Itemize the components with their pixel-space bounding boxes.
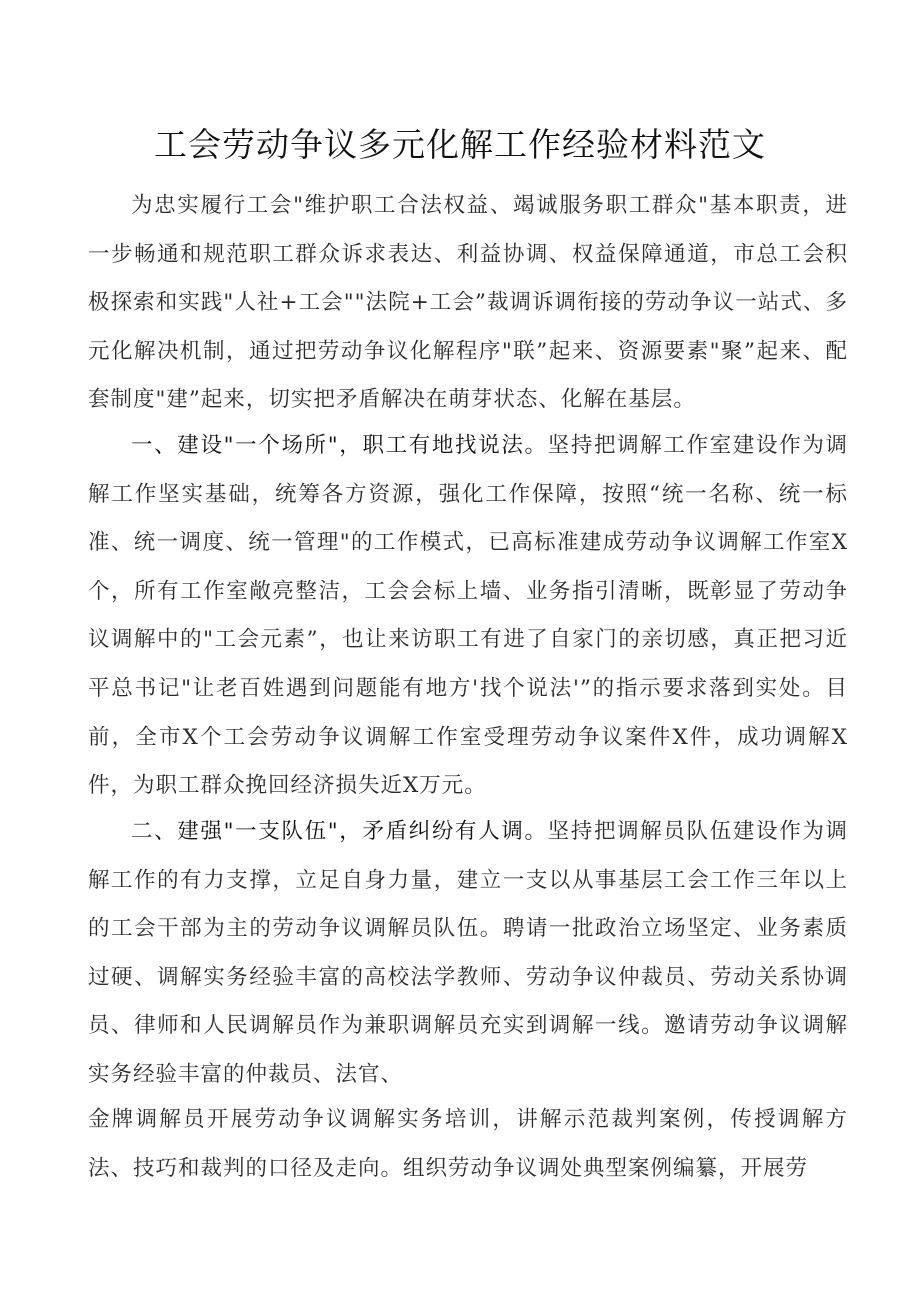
document-title: 工会劳动争议多元化解工作经验材料范文 [154,125,766,164]
paragraph-continuation [88,1096,848,1193]
section-1-text: 坚持把调解工作室建设作为调解工作坚实基础，统筹各方资源，强化工作保障，按照“统一名称、统一标准、统一调度、统一管理"的工作模式，已高标准建成劳动争议调解工作室X个，所有工作室敞亮整洁，工会会标上墙、业务指引清晰，既彰显了劳动争议调解中的"工会元素”，也让来访职工有进了自家门的亲切感，真正把习近平总书记"让老百姓遇到问题能有地方'找个说法'”的指示要求落到实处。目前，全市X个工会劳动争议调解工作室受理劳动争议案件X件，成功调解X件，为职工群众挽回经济损失近X万元。 [88,433,848,799]
paragraph-intro-text: 为忠实履行工会"维护职工合法权益、竭诚服务职工群众"基本职责，进一步畅通和规范职工群众诉求表达、利益协调、权益保障通道，市总工会积极探索和实践"人社+工会""法院+工会”裁调诉调衔接的劳动争议一站式、多元化解决机制，通过把劳动争议化解程序"联”起来、资源要素"聚”起来、配套制度"建”起来，切实把矛盾解决在萌芽状态、化解在基层。 [88,193,848,413]
paragraph-section-2 [88,808,848,1100]
paragraph-intro [88,182,848,425]
paragraph-continuation-text: 金牌调解员开展劳动争议调解实务培训，讲解示范裁判案例，传授调解方法、技巧和裁判的口径及走向。组织劳动争议调处典型案例编纂，开展劳 [88,1107,848,1181]
section-2-text: 坚持把调解员队伍建设作为调解工作的有力支撑，立足自身力量，建立一支以从事基层工会工作三年以上的工会干部为主的劳动争议调解员队伍。聘请一批政治立场坚定、业务素质过硬、调解实务经验丰富的高校法学教师、劳动争议仲裁员、劳动关系协调员、律师和人民调解员作为兼职调解员充实到调解一线。邀请劳动争议调解实务经验丰富的仲裁员、法官、 [88,819,848,1087]
paragraph-section-1 [88,422,848,811]
section-2-heading: 二、建强"一支队伍"，矛盾纠纷有人调。 [131,819,548,844]
section-1-heading: 一、建设"一个场所"，职工有地找说法。 [131,433,548,458]
